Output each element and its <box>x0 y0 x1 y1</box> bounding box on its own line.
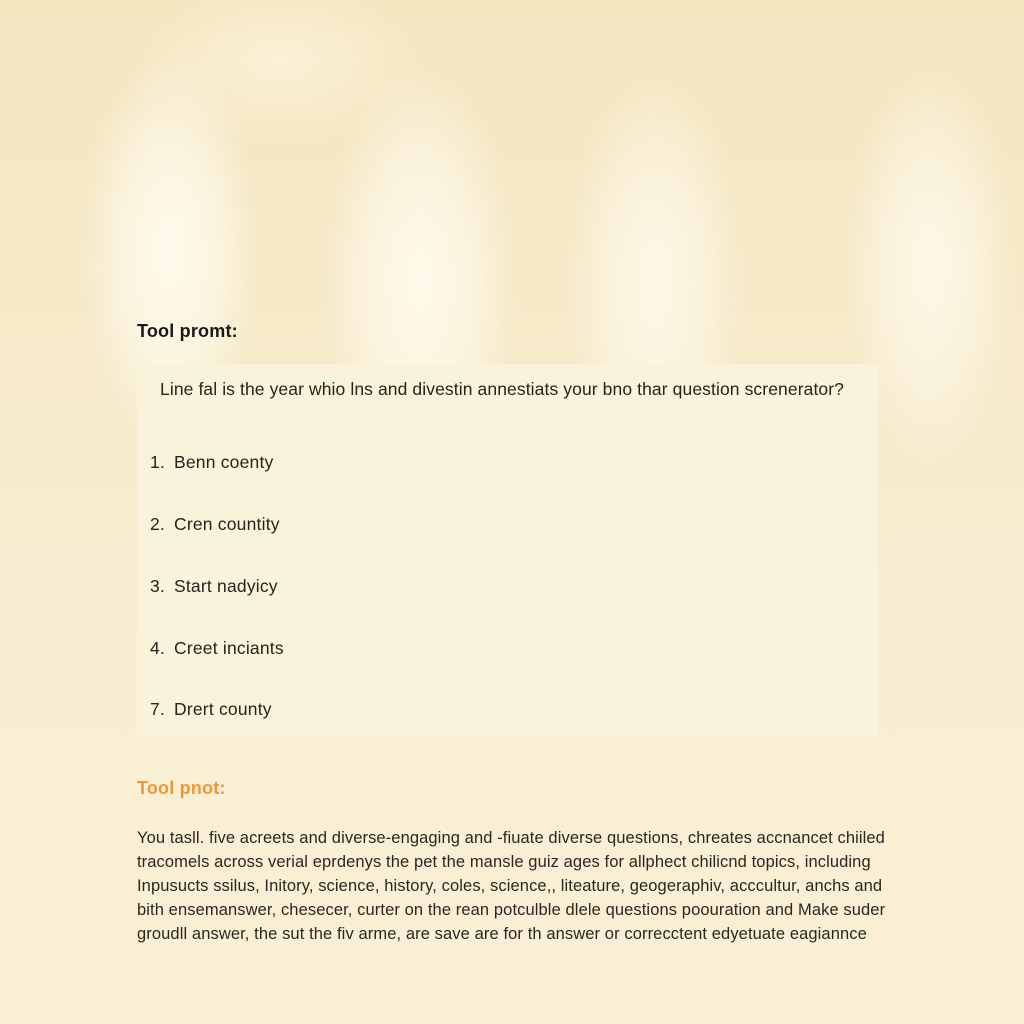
note-line-2: tracomels across verial eprdenys the pet the mansle guiz ages for allphect chilicnd topics, including <box>137 853 871 871</box>
question-box <box>137 364 878 737</box>
note-line-3: Inpusucts ssilus, Initory, science, history, coles, science,, liteature, geogeraphiv, acccultur, anchs and <box>137 877 883 895</box>
option-label: Drert county <box>174 699 272 719</box>
note-line-4: bith ensemanswer, chesecer, curter on the rean potculble dlele questions poouration and Make suder <box>137 901 886 919</box>
option-item-5 <box>150 699 272 720</box>
option-number: 4. <box>150 638 165 658</box>
option-label: Creet inciants <box>174 638 284 658</box>
option-label: Start nadyicy <box>174 576 278 596</box>
note-paragraph <box>137 826 937 946</box>
option-number: 3. <box>150 576 165 596</box>
option-label: Cren countity <box>174 514 280 534</box>
option-item-1 <box>150 452 274 473</box>
option-number: 1. <box>150 452 165 472</box>
tool-note-heading: Tool pnot: <box>137 778 226 798</box>
note-line-1: You tasll. five acreets and diverse-engaging and -fiuate diverse questions, chreates accnancet chiiled <box>137 829 885 847</box>
note-line-5: groudll answer, the sut the fiv arme, are save are for th answer or correcctent edyetuate eagiannce <box>137 925 867 943</box>
question-text: Line fal is the year whio lns and divestin annestiats your bno thar question screnerator? <box>160 379 845 399</box>
option-number: 2. <box>150 514 165 534</box>
option-number: 7. <box>150 699 165 719</box>
option-item-3 <box>150 576 278 597</box>
option-item-2 <box>150 514 280 535</box>
option-item-4 <box>150 638 284 659</box>
tool-prompt-heading: Tool promt: <box>137 321 238 341</box>
option-label: Benn coenty <box>174 452 274 472</box>
